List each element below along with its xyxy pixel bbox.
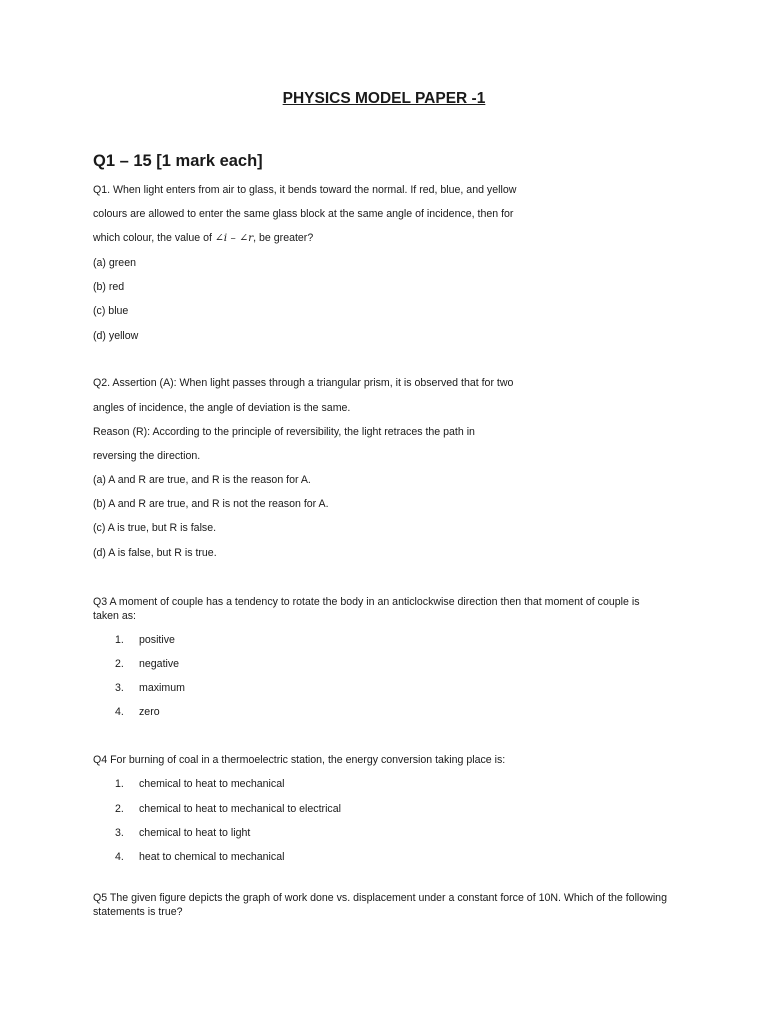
q1-angle-expression: ∠i – ∠r [214, 232, 254, 244]
q3-option-1 [115, 633, 175, 647]
page-title: PHYSICS MODEL PAPER -1 [282, 90, 486, 107]
q3-option-3 [115, 681, 185, 695]
option-text: zero [139, 706, 160, 718]
list-number: 3. [115, 682, 124, 694]
list-number: 2. [115, 803, 124, 815]
q3-option-4 [115, 705, 160, 719]
q4-option-1 [115, 777, 284, 791]
option-text: chemical to heat to light [139, 827, 251, 839]
list-number: 4. [115, 706, 124, 718]
q1-line3-prefix: which colour, the value of [93, 232, 215, 244]
q3-text: Q3 A moment of couple has a tendency to rotate the body in an anticlockwise direction then that moment of couple is taken as: [93, 596, 640, 622]
option-text: negative [139, 658, 180, 670]
q4-option-4 [115, 850, 284, 864]
q1-option-d: (d) yellow [93, 330, 139, 342]
option-text: positive [139, 634, 175, 646]
option-text: chemical to heat to mechanical to electrical [139, 803, 341, 815]
option-text: maximum [139, 682, 185, 694]
q4-option-2 [115, 802, 341, 816]
q4-text: Q4 For burning of coal in a thermoelectric station, the energy conversion taking place is: [93, 754, 506, 766]
q1-option-b: (b) red [93, 281, 125, 293]
q2-option-c: (c) A is true, but R is false. [93, 522, 217, 534]
list-number: 2. [115, 658, 124, 670]
q2-option-b: (b) A and R are true, and R is not the reason for A. [93, 498, 329, 510]
q3-option-2 [115, 657, 179, 671]
q2-line1: Q2. Assertion (A): When light passes through a triangular prism, it is observed that for two [93, 377, 514, 389]
option-text: chemical to heat to mechanical [139, 778, 285, 790]
option-text: heat to chemical to mechanical [139, 851, 285, 863]
list-number: 1. [115, 778, 124, 790]
q4-option-3 [115, 826, 250, 840]
q1-line1: Q1. When light enters from air to glass, it bends toward the normal. If red, blue, and yellow [93, 184, 517, 196]
section-heading: Q1 – 15 [1 mark each] [93, 152, 263, 170]
list-number: 4. [115, 851, 124, 863]
q5-text: Q5 The given figure depicts the graph of work done vs. displacement under a constant force of 10N. Which of the following statements is true? [93, 892, 667, 918]
q1-option-c: (c) blue [93, 305, 129, 317]
q2-line3: Reason (R): According to the principle of reversibility, the light retraces the path in [93, 426, 475, 438]
list-number: 1. [115, 634, 124, 646]
q2-line4: reversing the direction. [93, 450, 201, 462]
q2-option-a: (a) A and R are true, and R is the reason for A. [93, 474, 311, 486]
q1-line3 [93, 231, 313, 245]
q2-line2: angles of incidence, the angle of deviation is the same. [93, 402, 351, 414]
list-number: 3. [115, 827, 124, 839]
q1-option-a: (a) green [93, 257, 136, 269]
q1-line3-suffix: , be greater? [253, 232, 314, 244]
q2-option-d: (d) A is false, but R is true. [93, 547, 217, 559]
q1-line2: colours are allowed to enter the same glass block at the same angle of incidence, then for [93, 208, 514, 220]
